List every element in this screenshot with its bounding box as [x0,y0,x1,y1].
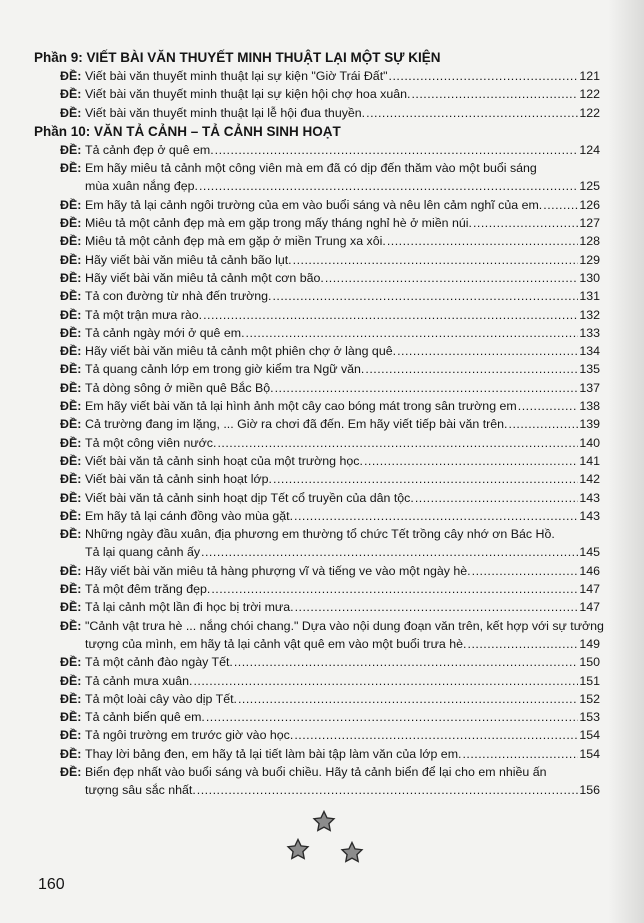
entry-title: Tả một công viên nước. [85,435,217,450]
toc-entry[interactable] [34,470,600,488]
toc-entry[interactable] [34,360,600,378]
dot-leader [415,489,579,507]
toc-entry[interactable] [34,690,600,708]
entry-label: ĐỀ: [60,216,82,231]
entry-page-number: 156 [579,783,600,798]
entry-title: Viết bài văn thuyết minh thuật lại sự kiện "Giờ Trái Đất" [85,69,388,83]
toc-entry[interactable] [34,67,600,85]
page-edge-shadow [608,0,644,923]
entry-label: ĐỀ: [60,87,82,102]
entry-label: ĐỀ: [60,417,82,432]
dot-leader [389,67,579,85]
dot-leader [462,745,578,763]
entry-page-number: 149 [579,636,600,651]
entry-title: Tả dòng sông ở miền quê Bắc Bộ. [85,380,274,395]
entry-label: ĐỀ: [60,435,82,450]
entry-page-number: 142 [579,472,600,487]
toc-entry[interactable] [34,598,600,616]
dot-leader [543,196,578,214]
entry-page-number: 124 [579,142,600,157]
section-heading: Phần 10: VĂN TẢ CẢNH – TẢ CẢNH SINH HOẠT [34,123,341,139]
toc-entry[interactable] [34,726,600,744]
toc-entry[interactable] [34,763,600,800]
entry-label: ĐỀ: [60,325,82,340]
entry-title: "Cảnh vật trưa hè ... nắng chói chang." Dựa vào nội dung đoạn văn trên, kết hợp với sự tưởng [85,618,604,633]
star-icon [342,843,362,862]
entry-page-number: 150 [579,655,600,670]
entry-title: tượng sâu sắc nhất. [85,783,196,798]
entry-page-number: 122 [579,105,600,120]
star-icon [288,840,308,859]
entry-title: Miêu tả một cảnh đẹp mà em gặp ở miền Trung xa xôi. [85,234,386,249]
entry-title: Cả trường đang im lặng, ... Giờ ra chơi đã đến. Em hãy viết tiếp bài văn trên. [85,417,508,432]
toc-entry[interactable] [34,306,600,324]
entry-label: ĐỀ: [60,270,82,285]
toc-entry[interactable] [34,214,600,232]
entry-label: ĐỀ: [60,344,82,359]
entry-page-number: 153 [579,710,600,725]
entry-page-number: 130 [579,270,600,285]
entry-page-number: 121 [579,69,600,83]
dot-leader [293,251,579,269]
entry-title: Tả một loài cây vào dịp Tết. [85,691,237,706]
entry-label: ĐỀ: [60,600,82,615]
toc-entry[interactable] [34,653,600,671]
entry-label: ĐỀ: [60,728,82,743]
dot-leader [199,177,578,195]
toc-entry[interactable] [34,251,600,269]
entry-page-number: 154 [579,728,600,743]
page-number: 160 [38,876,65,893]
toc-entry[interactable] [34,196,600,214]
dot-leader [193,672,578,690]
entry-title: Tả một trận mưa rào. [85,307,203,322]
entry-page-number: 141 [579,453,600,468]
dot-leader [217,434,578,452]
toc-entry[interactable] [34,562,600,580]
toc-entry[interactable] [34,415,600,433]
dot-leader [295,598,579,616]
toc-entry[interactable] [34,745,600,763]
entry-page-number: 129 [579,252,600,267]
dot-leader [325,269,578,287]
entry-label: ĐỀ: [60,105,82,120]
toc-entry[interactable] [34,379,600,397]
entry-title: Tả cảnh biển quê em. [85,710,205,725]
entry-page-number: 139 [579,417,600,432]
dot-leader [203,306,578,324]
entry-title: Tả một đêm trăng đẹp. [85,582,211,597]
entry-title: Viết bài văn tả cảnh sinh hoạt dịp Tết cổ truyền của dân tộc. [85,490,414,505]
entry-title: Tả cảnh ngày mới ở quê em. [85,325,245,340]
entry-label: ĐỀ: [60,380,82,395]
entry-page-number: 143 [579,508,600,523]
dot-leader [294,726,578,744]
toc-entry[interactable] [34,85,600,103]
dot-leader [518,397,579,415]
toc-entry[interactable] [34,489,600,507]
entry-title: Hãy viết bài văn miêu tả cảnh bão lụt. [85,252,292,267]
toc-entry[interactable] [34,580,600,598]
dot-leader [272,287,578,305]
toc-entry[interactable] [34,397,600,415]
entry-label: ĐỀ: [60,655,82,670]
toc-entry[interactable] [34,141,600,159]
entry-page-number: 145 [579,545,600,560]
entry-label: ĐỀ: [60,234,82,249]
entry-title: Tả con đường từ nhà đến trường. [85,289,272,304]
entry-page-number: 152 [579,691,600,706]
dot-leader [387,232,578,250]
entry-label: ĐỀ: [60,563,82,578]
entry-page-number: 127 [579,216,600,231]
entry-title: Viết bài văn thuyết minh thuật lại sự kiện hội chợ hoa xuân. [85,87,411,102]
entry-label: ĐỀ: [60,527,82,542]
entry-label: ĐỀ: [60,362,82,377]
dot-leader [215,141,579,159]
toc-entry[interactable] [34,525,600,562]
toc-entry[interactable] [34,324,600,342]
entry-page-number: 125 [579,179,600,194]
entry-label: ĐỀ: [60,673,82,688]
entry-title: Em hãy tả lại cánh đồng vào mùa gặt. [85,508,294,523]
toc-entry[interactable] [34,342,600,360]
dot-leader [411,85,578,103]
entry-label: ĐỀ: [60,582,82,597]
entry-title: Tả quang cảnh lớp em trong giờ kiểm tra Ngữ văn. [85,362,365,377]
entry-label: ĐỀ: [60,399,82,414]
entry-label: ĐỀ: [60,764,82,779]
entry-page-number: 146 [579,563,600,578]
entry-label: ĐỀ: [60,289,82,304]
dot-leader [473,214,578,232]
entry-label: ĐỀ: [60,197,82,212]
toc-entry[interactable] [34,104,600,122]
toc-entry[interactable] [34,672,600,690]
dot-leader [211,580,578,598]
entry-title: Miêu tả một cảnh đẹp mà em gặp trong mấy tháng nghỉ hè ở miền núi. [85,216,472,231]
entry-page-number: 140 [579,435,600,450]
entry-title: Những ngày đầu xuân, địa phương em thường tổ chức Tết trồng cây nhớ ơn Bác Hồ. [85,527,555,542]
dot-leader [365,360,578,378]
entry-label: ĐỀ: [60,453,82,468]
entry-title: tượng của mình, em hãy tả lại cảnh vật quê em vào một buổi trưa hè. [85,636,467,651]
entry-page-number: 147 [579,582,600,597]
entry-title: Viết bài văn thuyết minh thuật lại lễ hội đua thuyền. [85,105,366,120]
entry-page-number: 151 [579,673,600,688]
entry-title: Tả lại cảnh một lần đi học bị trời mưa. [85,600,294,615]
dot-leader [468,635,579,653]
toc-entry[interactable] [34,159,600,196]
dot-leader [197,781,579,799]
entry-page-number: 147 [579,600,600,615]
entry-title: Thay lời bảng đen, em hãy tả lại tiết làm bài tập làm văn của lớp em. [85,746,462,761]
dot-leader [246,324,579,342]
entry-page-number: 154 [579,746,600,761]
entry-title: mùa xuân nắng đẹp. [85,179,198,194]
entry-title: Tả lại quang cảnh ấy [85,545,201,560]
toc-entry[interactable] [34,708,600,726]
toc-entry[interactable] [34,269,600,287]
dot-leader [234,653,578,671]
entry-label: ĐỀ: [60,691,82,706]
dot-leader [397,342,578,360]
entry-page-number: 122 [579,87,600,102]
entry-title: Viết bài văn tả cảnh sinh hoạt lớp. [85,472,272,487]
entry-page-number: 134 [579,344,600,359]
star-icon [314,812,334,831]
entry-label: ĐỀ: [60,490,82,505]
entry-label: ĐỀ: [60,508,82,523]
dot-leader [364,452,578,470]
entry-page-number: 132 [579,307,600,322]
dot-leader [201,543,578,561]
entry-title: Tả một cảnh đào ngày Tết. [85,655,233,670]
entry-page-number: 133 [579,325,600,340]
entry-page-number: 143 [579,490,600,505]
entry-title: Hãy viết bài văn miêu tả hàng phượng vĩ và tiếng ve vào một ngày hè. [85,563,471,578]
entry-title: Tả cảnh mưa xuân. [85,673,193,688]
toc-entry[interactable] [34,452,600,470]
entry-label: ĐỀ: [60,142,82,157]
dot-leader [472,562,579,580]
dot-leader [273,470,578,488]
toc-entry[interactable] [34,617,604,654]
entry-label: ĐỀ: [60,252,82,267]
entry-page-number: 126 [579,197,600,212]
section-heading: Phần 9: VIẾT BÀI VĂN THUYẾT MINH THUẬT LẠI MỘT SỰ KIỆN [34,50,441,65]
toc-entry[interactable] [34,232,600,250]
entry-page-number: 131 [579,289,600,304]
star-cluster-icon [280,808,370,872]
entry-title: Em hãy miêu tả cảnh một công viên mà em đã có dịp đến thăm vào một buổi sáng [85,161,537,176]
toc-entry[interactable] [34,507,600,525]
toc-entry[interactable] [34,434,600,452]
entry-label: ĐỀ: [60,472,82,487]
entry-title: Em hãy viết bài văn tả lại hình ảnh một cây cao bóng mát trong sân trường em [85,399,517,414]
dot-leader [275,379,579,397]
entry-page-number: 135 [579,362,600,377]
entry-title: Biển đẹp nhất vào buổi sáng và buổi chiều. Hãy tả cảnh biển để lại cho em nhiều ấn [85,764,547,779]
entry-label: ĐỀ: [60,69,82,83]
entry-page-number: 137 [579,380,600,395]
entry-title: Hãy viết bài văn miêu tả cảnh một cơn bão. [85,270,324,285]
entry-label: ĐỀ: [60,618,82,633]
table-of-contents [34,48,604,800]
entry-label: ĐỀ: [60,307,82,322]
entry-label: ĐỀ: [60,161,82,176]
toc-entry[interactable] [34,287,600,305]
entry-label: ĐỀ: [60,746,82,761]
dot-leader [509,415,579,433]
entry-page-number: 138 [579,399,600,414]
entry-title: Viết bài văn tả cảnh sinh hoạt của một trường học. [85,453,363,468]
entry-title: Hãy viết bài văn miêu tả cảnh một phiên chợ ở làng quê. [85,344,397,359]
dot-leader [366,104,578,122]
entry-page-number: 128 [579,234,600,249]
entry-label: ĐỀ: [60,710,82,725]
entry-title: Tả ngôi trường em trước giờ vào học. [85,728,294,743]
entry-title: Em hãy tả lại cảnh ngôi trường của em vào buổi sáng và nêu lên cảm nghĩ của em. [85,197,543,212]
dot-leader [294,507,578,525]
dot-leader [206,708,578,726]
dot-leader [238,690,578,708]
entry-title: Tả cảnh đẹp ở quê em. [85,142,214,157]
